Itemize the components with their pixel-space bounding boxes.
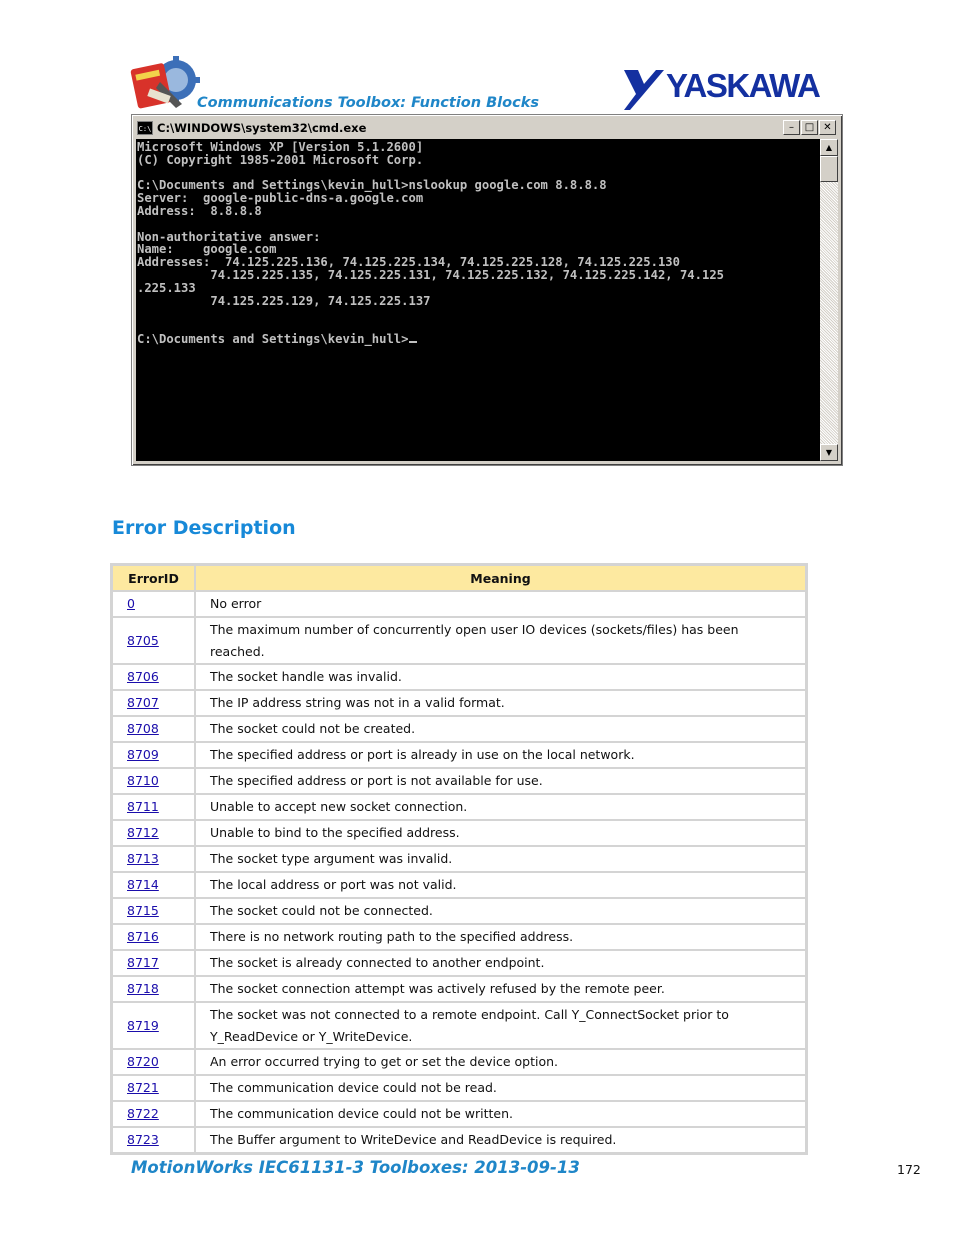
- meaning-cell: The socket was not connected to a remote endpoint. Call Y_ConnectSocket prior to Y_ReadDevice or Y_WriteDevice.: [195, 1002, 806, 1049]
- column-header-meaning: Meaning: [195, 565, 806, 591]
- errorid-cell: [112, 742, 195, 768]
- table-row: [112, 976, 806, 1002]
- table-row: [112, 1049, 806, 1075]
- errorid-cell: [112, 924, 195, 950]
- meaning-cell: The socket handle was invalid.: [195, 664, 806, 690]
- errorid-link[interactable]: 8709: [127, 747, 159, 763]
- cmd-titlebar: [135, 118, 839, 138]
- meaning-cell: Unable to accept new socket connection.: [195, 794, 806, 820]
- errorid-cell: [112, 950, 195, 976]
- scroll-up-icon[interactable]: ▲: [820, 139, 838, 156]
- errorid-link[interactable]: 8723: [127, 1132, 159, 1148]
- errorid-cell: [112, 1049, 195, 1075]
- cmd-title: C:\WINDOWS\system32\cmd.exe: [157, 121, 367, 135]
- cmd-line: 74.125.225.129, 74.125.225.137: [137, 294, 431, 308]
- meaning-cell: The socket is already connected to another endpoint.: [195, 950, 806, 976]
- errorid-link[interactable]: 8708: [127, 721, 159, 737]
- errorid-cell: [112, 1101, 195, 1127]
- errorid-cell: [112, 1127, 195, 1153]
- meaning-cell: The socket could not be connected.: [195, 898, 806, 924]
- table-row: [112, 617, 806, 664]
- errorid-cell: [112, 976, 195, 1002]
- table-row: [112, 820, 806, 846]
- meaning-cell: The IP address string was not in a valid format.: [195, 690, 806, 716]
- meaning-cell: The Buffer argument to WriteDevice and ReadDevice is required.: [195, 1127, 806, 1153]
- maximize-icon[interactable]: □: [801, 120, 818, 135]
- errorid-link[interactable]: 8720: [127, 1054, 159, 1070]
- errorid-cell: [112, 617, 195, 664]
- cmd-scrollbar[interactable]: [820, 139, 838, 461]
- close-icon[interactable]: ✕: [819, 120, 836, 135]
- table-row: [112, 664, 806, 690]
- table-row: [112, 1002, 806, 1049]
- cmd-line: Address: 8.8.8.8: [137, 204, 262, 218]
- section-title: Error Description: [112, 517, 296, 539]
- errorid-link[interactable]: 8715: [127, 903, 159, 919]
- page-header-title: Communications Toolbox: Function Blocks: [197, 95, 539, 111]
- error-table: [110, 563, 808, 1155]
- table-row: [112, 794, 806, 820]
- meaning-cell: The socket connection attempt was actively refused by the remote peer.: [195, 976, 806, 1002]
- cmd-app-icon: C:\: [137, 121, 153, 135]
- cmd-prompt-line[interactable]: [137, 333, 820, 346]
- table-header-row: [112, 565, 806, 591]
- errorid-cell: [112, 872, 195, 898]
- cmd-output: [136, 139, 820, 461]
- errorid-cell: [112, 716, 195, 742]
- errorid-link[interactable]: 8705: [127, 632, 159, 648]
- meaning-cell: There is no network routing path to the specified address.: [195, 924, 806, 950]
- errorid-cell: [112, 820, 195, 846]
- cmd-line: Name: google.com: [137, 243, 277, 257]
- errorid-link[interactable]: 8713: [127, 851, 159, 867]
- table-row: [112, 716, 806, 742]
- meaning-cell: An error occurred trying to get or set the device option.: [195, 1049, 806, 1075]
- cmd-prompt: C:\Documents and Settings\kevin_hull>: [137, 332, 409, 346]
- cmd-line: [137, 167, 820, 180]
- errorid-cell: [112, 898, 195, 924]
- errorid-link[interactable]: 8711: [127, 799, 159, 815]
- errorid-link[interactable]: 8717: [127, 955, 159, 971]
- errorid-link[interactable]: 8712: [127, 825, 159, 841]
- cmd-line: Non-authoritative answer:: [137, 230, 321, 244]
- cursor-icon: [409, 341, 417, 343]
- table-row: [112, 846, 806, 872]
- cmd-line: Microsoft Windows XP [Version 5.1.2600]: [137, 141, 424, 154]
- yaskawa-logo: [622, 66, 844, 112]
- cmd-line: Server: google-public-dns-a.google.com: [137, 192, 424, 205]
- table-row: [112, 924, 806, 950]
- meaning-cell: The specified address or port is not available for use.: [195, 768, 806, 794]
- scroll-thumb[interactable]: [820, 156, 838, 182]
- scroll-down-icon[interactable]: ▼: [820, 444, 838, 461]
- meaning-cell: The maximum number of concurrently open user IO devices (sockets/files) has been reached.: [195, 617, 806, 664]
- table-row: [112, 1075, 806, 1101]
- errorid-link[interactable]: 8710: [127, 773, 159, 789]
- table-row: [112, 690, 806, 716]
- meaning-cell: The communication device could not be written.: [195, 1101, 806, 1127]
- meaning-cell: The specified address or port is already in use on the local network.: [195, 742, 806, 768]
- cmd-line: (C) Copyright 1985-2001 Microsoft Corp.: [137, 153, 424, 167]
- table-row: [112, 591, 806, 617]
- errorid-link[interactable]: 8707: [127, 695, 159, 711]
- cmd-line: [137, 307, 820, 320]
- cmd-line: C:\Documents and Settings\kevin_hull>nslookup google.com 8.8.8.8: [137, 179, 607, 193]
- table-row: [112, 872, 806, 898]
- errorid-cell: [112, 664, 195, 690]
- table-row: [112, 950, 806, 976]
- footer-title: MotionWorks IEC61131-3 Toolboxes: 2013-09-13: [131, 1158, 580, 1177]
- errorid-link[interactable]: 0: [127, 596, 135, 612]
- errorid-link[interactable]: 8706: [127, 669, 159, 685]
- meaning-cell: The communication device could not be read.: [195, 1075, 806, 1101]
- errorid-cell: [112, 1075, 195, 1101]
- toolbox-logo-icon: [130, 56, 200, 112]
- table-row: [112, 768, 806, 794]
- table-row: [112, 742, 806, 768]
- cmd-window: [131, 114, 843, 466]
- errorid-cell: [112, 846, 195, 872]
- errorid-link[interactable]: 8721: [127, 1080, 159, 1096]
- cmd-line: .225.133: [137, 281, 196, 295]
- errorid-link[interactable]: 8716: [127, 929, 159, 945]
- meaning-cell: The socket could not be created.: [195, 716, 806, 742]
- minimize-icon[interactable]: –: [783, 120, 800, 135]
- errorid-link[interactable]: 8714: [127, 877, 159, 893]
- table-row: [112, 1127, 806, 1153]
- meaning-cell: The socket type argument was invalid.: [195, 846, 806, 872]
- cmd-line: Addresses: 74.125.225.136, 74.125.225.134, 74.125.225.128, 74.125.225.130: [137, 256, 680, 269]
- meaning-cell: No error: [195, 591, 806, 617]
- cmd-line: [137, 218, 820, 231]
- errorid-cell: [112, 591, 195, 617]
- cmd-line: [137, 320, 820, 333]
- meaning-cell: The local address or port was not valid.: [195, 872, 806, 898]
- errorid-link[interactable]: 8718: [127, 981, 159, 997]
- page-number: 172: [897, 1162, 921, 1177]
- errorid-cell: [112, 690, 195, 716]
- errorid-cell: [112, 1002, 195, 1049]
- table-row: [112, 1101, 806, 1127]
- cmd-line: 74.125.225.135, 74.125.225.131, 74.125.225.132, 74.125.225.142, 74.125: [137, 268, 724, 282]
- errorid-cell: [112, 794, 195, 820]
- meaning-cell: Unable to bind to the specified address.: [195, 820, 806, 846]
- errorid-link[interactable]: 8719: [127, 1017, 159, 1033]
- errorid-cell: [112, 768, 195, 794]
- table-row: [112, 898, 806, 924]
- yaskawa-logo-text: YASKAWA: [666, 67, 820, 104]
- errorid-link[interactable]: 8722: [127, 1106, 159, 1122]
- column-header-errorid: ErrorID: [112, 565, 195, 591]
